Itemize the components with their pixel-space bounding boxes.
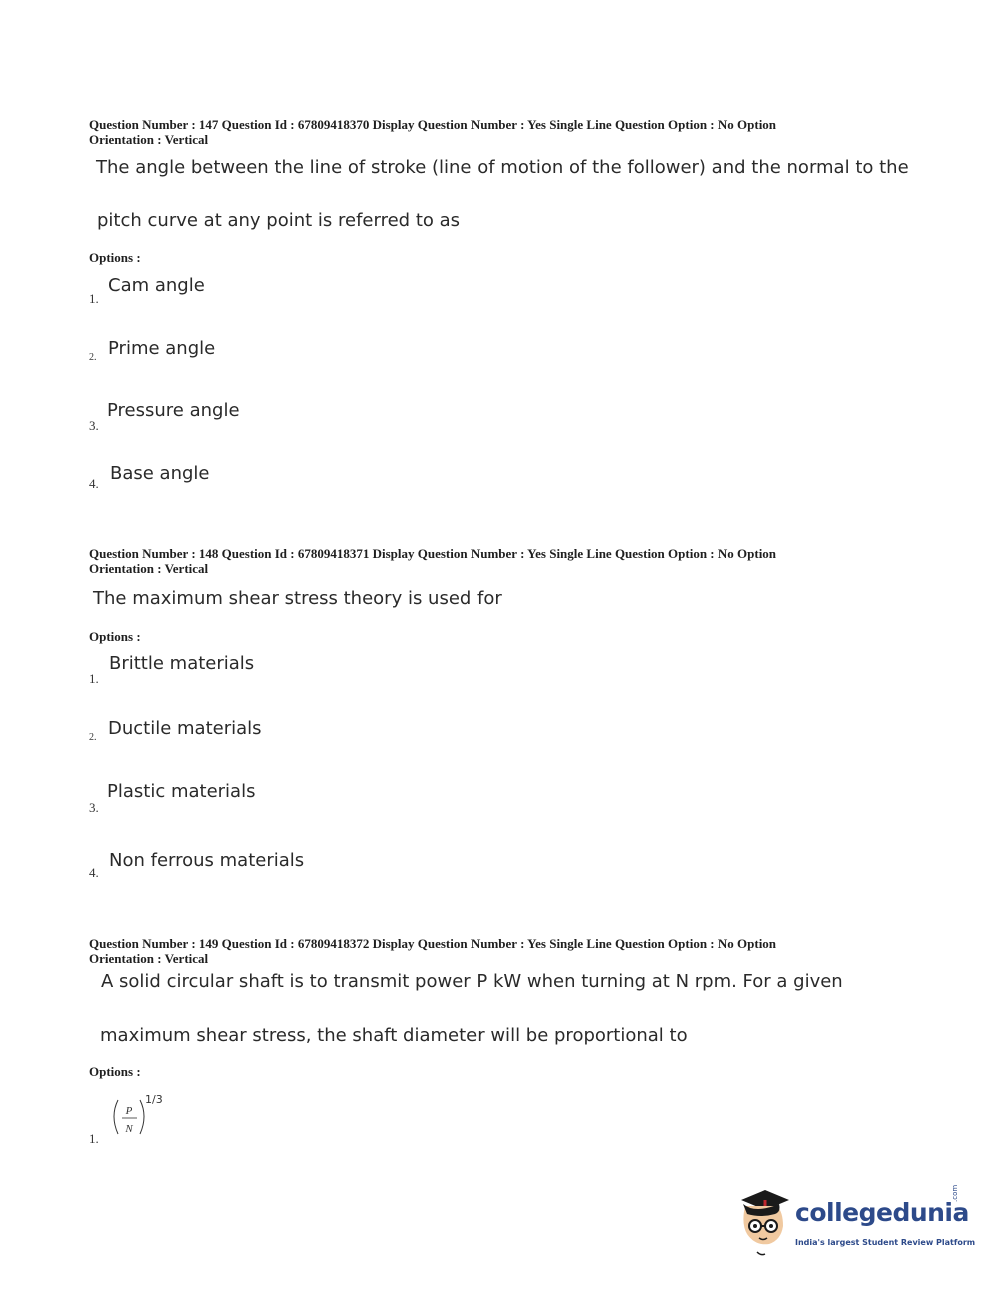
option-number: 2. — [89, 732, 97, 743]
collegedunia-logo — [733, 1184, 976, 1260]
option-text[interactable]: Ductile materials — [108, 718, 262, 739]
options-label: Options : — [89, 250, 141, 265]
question-147-meta — [89, 117, 889, 147]
question-meta-line: Orientation : Vertical — [89, 132, 209, 147]
question-meta-line: Orientation : Vertical — [89, 951, 209, 966]
question-text: pitch curve at any point is referred to as — [97, 210, 461, 231]
logo-suffix: .com — [951, 1184, 959, 1202]
logo-tagline: India's largest Student Review Platform — [795, 1238, 976, 1247]
options-label: Options : — [89, 1064, 141, 1079]
option-text[interactable]: Brittle materials — [109, 653, 255, 674]
options-label: Options : — [89, 629, 141, 644]
formula-exponent: 1/3 — [145, 1093, 163, 1106]
question-meta-line: Question Number : 147 Question Id : 67809418370 Display Question Number : Yes Single Line Question Option : No Option — [89, 117, 777, 132]
option-text[interactable]: Cam angle — [108, 275, 205, 296]
logo-wordmark: collegedunia — [795, 1198, 969, 1227]
question-text: The angle between the line of stroke (line of motion of the follower) and the normal to the — [96, 157, 909, 178]
question-meta-line: Orientation : Vertical — [89, 561, 209, 576]
question-149-meta — [89, 936, 889, 966]
option-text[interactable]: Prime angle — [108, 338, 216, 359]
question-text: A solid circular shaft is to transmit power P kW when turning at N rpm. For a given — [101, 971, 843, 992]
formula-numerator: P — [125, 1105, 133, 1117]
option-number: 1. — [89, 671, 99, 686]
option-text[interactable]: Base angle — [110, 463, 210, 484]
question-text: The maximum shear stress theory is used for — [93, 588, 502, 609]
question-meta-line: Question Number : 148 Question Id : 67809418371 Display Question Number : Yes Single Line Question Option : No Option — [89, 546, 777, 561]
option-number: 3. — [89, 418, 99, 433]
option-number: 4. — [89, 865, 99, 880]
option-number: 4. — [89, 476, 99, 491]
question-148-meta — [89, 546, 889, 576]
option-text[interactable]: Plastic materials — [107, 781, 256, 802]
formula-denominator: N — [125, 1123, 133, 1135]
question-text: maximum shear stress, the shaft diameter will be proportional to — [100, 1025, 688, 1046]
mascot-icon — [733, 1188, 795, 1260]
option-number: 1. — [89, 1131, 99, 1146]
question-meta-line: Question Number : 149 Question Id : 67809418372 Display Question Number : Yes Single Line Question Option : No Option — [89, 936, 777, 951]
option-text[interactable]: Pressure angle — [107, 400, 240, 421]
option-number: 3. — [89, 800, 99, 815]
option-text[interactable]: Non ferrous materials — [109, 850, 305, 871]
option-number: 1. — [89, 291, 99, 306]
option-number: 2. — [89, 352, 97, 363]
formula-option[interactable] — [108, 1090, 178, 1142]
